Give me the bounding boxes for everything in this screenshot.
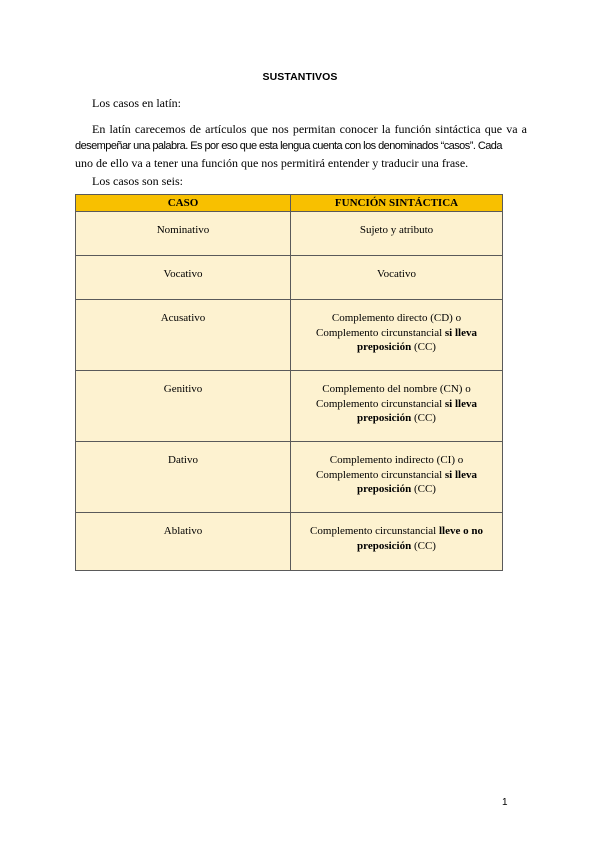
funcion-text: (CC) (411, 412, 436, 424)
table-row (76, 256, 503, 300)
page-title: SUSTANTIVOS (262, 71, 338, 83)
funcion-text: Complemento circunstancial (316, 326, 445, 339)
paragraph-line-2: desempeñar una palabra. Es por eso que esta lengua cuenta con los denominados “casos”. Cada (75, 140, 502, 152)
table-row (76, 300, 503, 371)
cases-table (75, 194, 503, 571)
funcion-text: preposición (357, 341, 412, 353)
funcion-text: Complemento indirecto (CI) o (329, 454, 464, 466)
funcion-text: si lleva (444, 326, 477, 339)
funcion-text: preposición (357, 483, 412, 495)
funcion-text: lleve o no (438, 525, 483, 537)
caso-cell: Nominativo (76, 212, 291, 256)
table-row (76, 513, 503, 571)
table-header-row (76, 195, 503, 212)
paragraph-line-1: En latín carecemos de artículos que nos permitan conocer la función sintáctica que va a (92, 122, 527, 136)
funcion-cell (291, 513, 503, 571)
caso-cell: Ablativo (76, 513, 291, 571)
funcion-text: Complemento circunstancial (316, 468, 445, 481)
table-row (76, 212, 503, 256)
funcion-text: (CC) (411, 341, 436, 353)
intro-line: Los casos en latín: (92, 96, 181, 110)
header-caso: CASO (76, 195, 291, 212)
funcion-text: preposición (357, 539, 412, 552)
funcion-text: preposición (357, 412, 412, 424)
funcion-text: Complemento directo (CD) o (331, 312, 462, 324)
funcion-cell (291, 256, 503, 300)
funcion-text: Sujeto y atributo (359, 224, 434, 236)
funcion-text: Complemento circunstancial (310, 525, 439, 537)
cases-intro: Los casos son seis: (92, 174, 183, 188)
funcion-text: Complemento del nombre (CN) o (322, 383, 471, 395)
header-funcion: FUNCIÓN SINTÁCTICA (291, 195, 503, 212)
caso-cell: Dativo (76, 442, 291, 513)
funcion-cell (291, 442, 503, 513)
funcion-text: Complemento circunstancial (316, 397, 445, 410)
caso-cell: Acusativo (76, 300, 291, 371)
funcion-text: Vocativo (377, 268, 416, 280)
caso-cell: Genitivo (76, 371, 291, 442)
paragraph-line-3: uno de ello va a tener una función que nos permitirá entender y traducir una frase. (75, 156, 469, 170)
funcion-text: si lleva (444, 397, 477, 410)
intro-paragraph (75, 121, 527, 172)
funcion-text: (CC) (411, 539, 436, 552)
funcion-text: (CC) (411, 483, 436, 495)
table-row (76, 442, 503, 513)
table-row (76, 371, 503, 442)
funcion-text: si lleva (444, 468, 477, 481)
caso-cell: Vocativo (76, 256, 291, 300)
funcion-cell (291, 300, 503, 371)
page-number: 1 (502, 797, 508, 808)
funcion-cell (291, 212, 503, 256)
funcion-cell (291, 371, 503, 442)
